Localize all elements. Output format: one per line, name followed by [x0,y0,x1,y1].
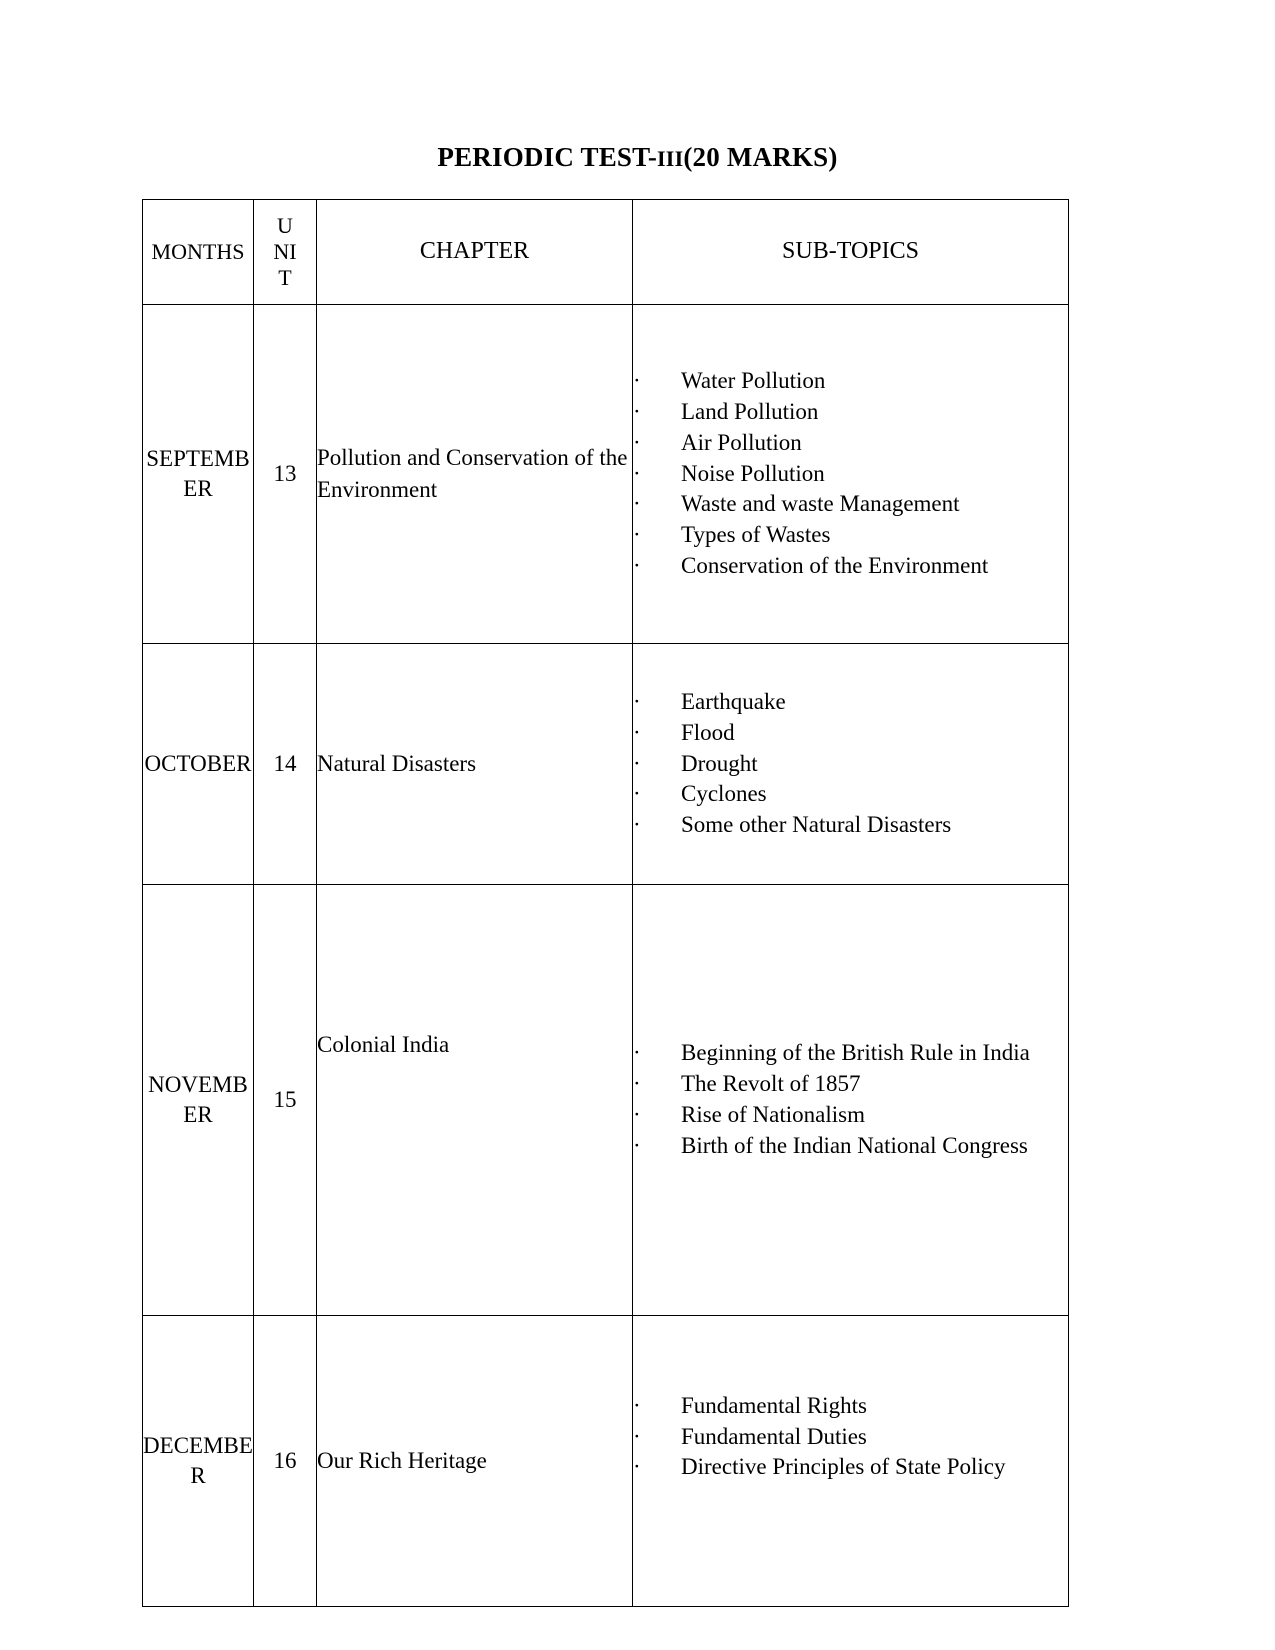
list-item-label: Beginning of the British Rule in India [681,1040,1030,1066]
bullet-icon: · [633,812,641,838]
bullet-icon: · [633,553,641,579]
list-item-label: The Revolt of 1857 [681,1071,861,1097]
list-item [633,459,1068,490]
list-item [633,718,1068,749]
bullet-icon: · [633,750,641,776]
table-row [143,644,1069,885]
page-title-tail: (20 MARKS) [683,142,838,172]
cell-month: SEPTEMBER [143,305,254,644]
list-item [633,428,1068,459]
cell-subtopics [633,305,1069,644]
list-item-label: Directive Principles of State Policy [681,1454,1006,1480]
cell-month: DECEMBER [143,1316,254,1607]
list-item-label: Land Pollution [681,398,819,424]
list-item [633,1391,1068,1422]
cell-subtopics [633,885,1069,1316]
column-header-subtopics: SUB-TOPICS [633,200,1069,305]
bullet-icon: · [633,460,641,486]
bullet-icon: · [633,1071,641,1097]
cell-subtopics [633,1316,1069,1607]
column-header-chapter: CHAPTER [317,200,633,305]
syllabus-table [142,199,1069,1607]
column-header-unit: UNIT [254,200,317,305]
subtopic-list [633,1038,1068,1161]
list-item [633,366,1068,397]
bullet-icon: · [633,781,641,807]
subtopic-list [633,687,1068,841]
cell-chapter: Our Rich Heritage [317,1316,633,1607]
cell-chapter: Natural Disasters [317,644,633,885]
list-item-label: Types of Wastes [681,522,831,548]
list-item [633,1069,1068,1100]
list-item-label: Birth of the Indian National Congress [681,1132,1028,1158]
list-item [633,1100,1068,1131]
list-item-label: Earthquake [681,688,786,714]
bullet-icon: · [633,1392,641,1418]
list-item [633,687,1068,718]
bullet-icon: · [633,1423,641,1449]
cell-month: OCTOBER [143,644,254,885]
list-item [633,810,1068,841]
list-item [633,1131,1068,1162]
bullet-icon: · [633,368,641,394]
list-item [633,397,1068,428]
list-item-label: Noise Pollution [681,460,825,486]
list-item [633,551,1068,582]
subtopic-list [633,1391,1068,1483]
subtopic-list [633,366,1068,582]
bullet-icon: · [633,688,641,714]
page-title-main: PERIODIC TEST- [437,142,658,172]
list-item-label: Some other Natural Disasters [681,812,952,838]
list-item-label: Drought [681,750,758,776]
cell-unit: 15 [254,885,317,1316]
bullet-icon: · [633,429,641,455]
bullet-icon: · [633,1132,641,1158]
table-row [143,1316,1069,1607]
list-item [633,1452,1068,1483]
list-item [633,520,1068,551]
bullet-icon: · [633,522,641,548]
list-item [633,489,1068,520]
bullet-icon: · [633,719,641,745]
cell-unit: 13 [254,305,317,644]
bullet-icon: · [633,491,641,517]
list-item [633,779,1068,810]
page-title-roman: III [657,146,684,171]
table-row [143,885,1069,1316]
cell-chapter: Pollution and Conservation of the Environment [317,305,633,644]
list-item-label: Waste and waste Management [681,491,960,517]
list-item-label: Water Pollution [681,368,826,394]
cell-unit: 16 [254,1316,317,1607]
column-header-months: MONTHS [143,200,254,305]
list-item-label: Rise of Nationalism [681,1102,865,1127]
list-item [633,1422,1068,1453]
table-row [143,305,1069,644]
list-item-label: Conservation of the Environment [681,553,989,579]
bullet-icon: · [633,1040,641,1066]
cell-chapter [317,885,633,1316]
cell-chapter-label: Colonial India [317,1032,450,1058]
bullet-icon: · [633,398,641,424]
list-item-label: Cyclones [681,781,767,807]
bullet-icon: · [633,1102,641,1127]
cell-subtopics [633,644,1069,885]
list-item [633,749,1068,780]
table-header-row [143,200,1069,305]
list-item-label: Flood [681,719,735,745]
bullet-icon: · [633,1454,641,1480]
cell-month: NOVEMBER [143,885,254,1316]
list-item-label: Air Pollution [681,429,802,455]
page-title [0,142,1275,173]
list-item-label: Fundamental Duties [681,1423,867,1449]
cell-unit: 14 [254,644,317,885]
list-item [633,1038,1068,1069]
list-item-label: Fundamental Rights [681,1392,867,1418]
